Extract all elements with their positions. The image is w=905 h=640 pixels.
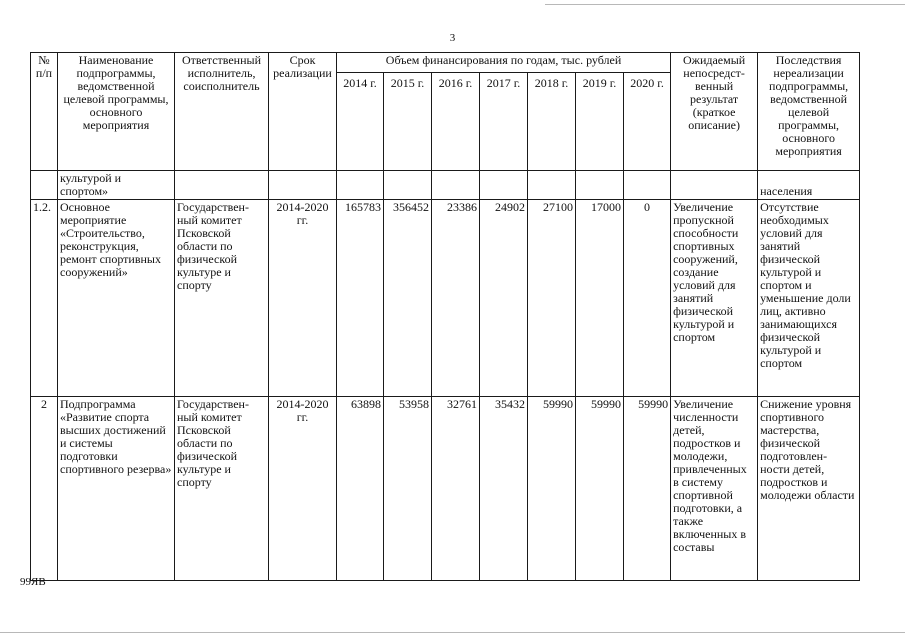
row-number: 1.2. xyxy=(31,200,58,397)
program-table xyxy=(30,52,860,581)
header-year: 2016 г. xyxy=(432,73,480,171)
row-term: 2014-2020 гг. xyxy=(269,200,337,397)
header-row xyxy=(31,53,860,73)
row-number: 2 xyxy=(31,397,58,581)
row-consequences: Снижение уровня спортивного мастерства, физической подготовлен- ности детей, подростков и молодежи области xyxy=(758,397,860,581)
row-value: 356452 xyxy=(384,200,432,397)
row-executor: Государствен- ный комитет Псковской области по физической культуре и спорту xyxy=(175,397,269,581)
header-year: 2018 г. xyxy=(528,73,576,171)
row-value: 27100 xyxy=(528,200,576,397)
row-result: Увеличение численности детей, подростков и молодежи, привлеченных в систему спортивной подготовки, а также включенных в составы xyxy=(671,397,758,581)
continuation-name: культурой и спортом» xyxy=(58,171,175,200)
header-year: 2020 г. xyxy=(624,73,671,171)
page-number: 3 xyxy=(449,32,456,44)
table-row xyxy=(31,200,860,397)
row-value: 32761 xyxy=(432,397,480,581)
row-value: 0 xyxy=(624,200,671,397)
header-year: 2014 г. xyxy=(337,73,384,171)
row-name: Подпрограмма «Развитие спорта высших достижений и системы подготовки спортивного резерва» xyxy=(58,397,175,581)
row-value: 59990 xyxy=(528,397,576,581)
continuation-consequences: населения xyxy=(758,171,860,200)
row-value: 35432 xyxy=(480,397,528,581)
header-num: № п/п xyxy=(31,53,58,171)
scan-edge-top xyxy=(545,4,905,5)
table-row xyxy=(31,397,860,581)
footer-code: 99ЯВ xyxy=(20,576,46,588)
header-year: 2017 г. xyxy=(480,73,528,171)
row-value: 59990 xyxy=(624,397,671,581)
continuation-row xyxy=(31,171,860,200)
row-value: 53958 xyxy=(384,397,432,581)
row-term: 2014-2020 гг. xyxy=(269,397,337,581)
row-executor: Государствен- ный комитет Псковской области по физической культуре и спорту xyxy=(175,200,269,397)
header-funding: Объем финансирования по годам, тыс. рублей xyxy=(337,53,671,73)
header-executor: Ответственный исполнитель, соисполнитель xyxy=(175,53,269,171)
header-term: Срок реализации xyxy=(269,53,337,171)
row-value: 23386 xyxy=(432,200,480,397)
header-year: 2019 г. xyxy=(576,73,624,171)
row-result: Увеличение пропускной способности спортивных сооружений, создание условий для занятий физической культурой и спортом xyxy=(671,200,758,397)
row-value: 63898 xyxy=(337,397,384,581)
row-value: 24902 xyxy=(480,200,528,397)
row-consequences: Отсутствие необходимых условий для занятий физической культурой и спортом и уменьшение доли лиц, активно занимающихся физической культурой и спортом xyxy=(758,200,860,397)
row-value: 17000 xyxy=(576,200,624,397)
row-value: 165783 xyxy=(337,200,384,397)
header-result: Ожидаемый непосредст- венный результат (краткое описание) xyxy=(671,53,758,171)
header-consequences: Последствия нереализации подпрограммы, ведомственной целевой программы, основного мероприятия xyxy=(758,53,860,171)
scan-edge-bottom xyxy=(0,632,905,633)
header-name: Наименование подпрограммы, ведомственной целевой программы, основного мероприятия xyxy=(58,53,175,171)
row-name: Основное мероприятие «Строительство, реконструкция, ремонт спортивных сооружений» xyxy=(58,200,175,397)
row-value: 59990 xyxy=(576,397,624,581)
header-year: 2015 г. xyxy=(384,73,432,171)
